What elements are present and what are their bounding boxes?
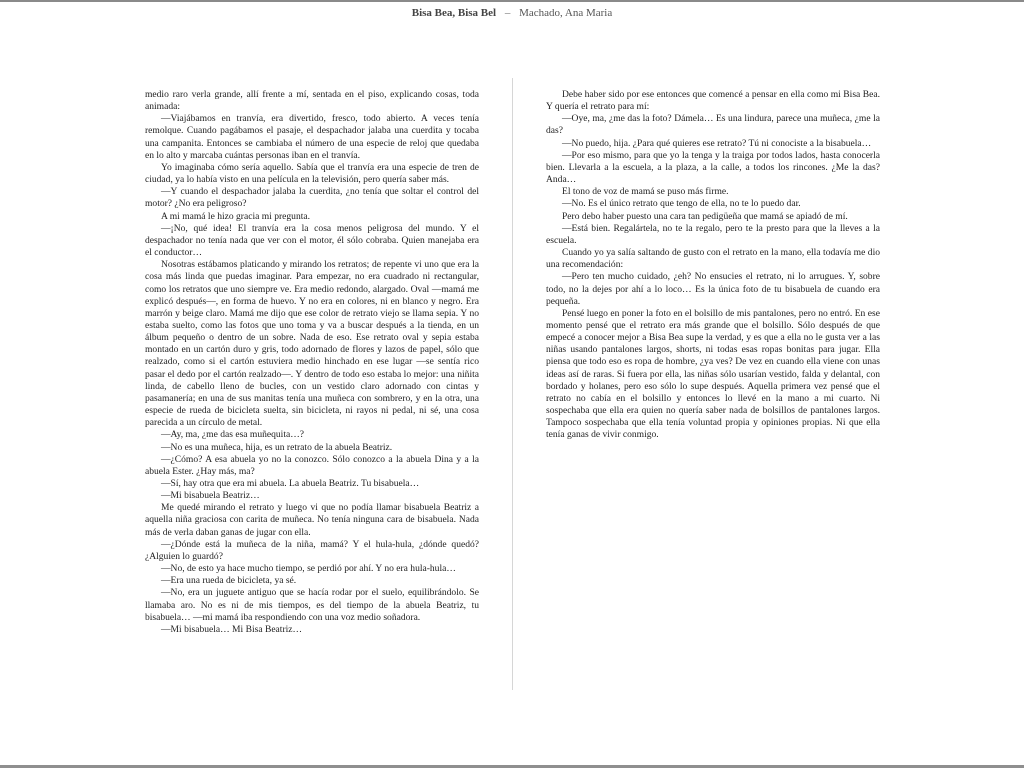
paragraph: —Sí, hay otra que era mi abuela. La abuela Beatriz. Tu bisabuela…: [161, 478, 420, 489]
book-author: Machado, Ana Maria: [519, 7, 613, 19]
paragraph: Pensé luego en poner la foto en el bolsillo de mis pantalones, pero no entró. En ese momento pensé que el retrato era más grande que el bolsillo. Sólo después de que empecé a conocer mejor a Bisa Bea supe la verdad, y es que a ella no le gusta ver a las niñas usando pantalones largos, shorts, ni todas esas ropas bonitas para jugar. Ella piensa que todo eso es ropa de hombre, ¿ya ves? De vez en cuando ella viene con unas ideas así de raras. Si fuera por ella, las niñas sólo usarían vestido, falda y delantal, con bordado y holanes, pero eso sólo lo supe después. Aquella primera vez pensé que el retrato no cabía en el bolsillo y entonces lo llevé en la mano a mi cuarto. Ni sospechaba que ella era quien no quería saber nada de bolsillos de pantalones largos. Tampoco sospechaba que ella tenía voluntad propia y opiniones propias. Ni que ella tenía ganas de vivir conmigo.: [546, 307, 880, 441]
page-divider: [512, 78, 513, 690]
paragraph: —No. Es el único retrato que tengo de ella, no te lo puedo dar.: [562, 198, 801, 210]
paragraph: —Mi bisabuela Beatriz…: [161, 490, 260, 502]
paragraph: —No puedo, hija. ¿Para qué quieres ese retrato? Tú ni conociste a la bisabuela…: [562, 137, 872, 149]
paragraph: Me quedé mirando el retrato y luego vi que no podía llamar bisabuela Beatriz a aquella niña graciosa con carita de muñeca. No tenía ninguna cara de bisabuela. Nada más de verla daban ganas de jugar con ella.: [145, 502, 479, 538]
viewer-top-edge: [0, 0, 1024, 2]
book-title: Bisa Bea, Bisa Bel: [411, 7, 497, 19]
paragraph: Cuando yo ya salía saltando de gusto con el retrato en la mano, ella todavía me dio una recomendación:: [546, 247, 880, 271]
paragraph: —¿Dónde está la muñeca de la niña, mamá? Y el hula-hula, ¿dónde quedó? ¿Alguien lo guardó?: [145, 538, 479, 562]
paragraph: —No, era un juguete antiguo que se hacía rodar por el suelo, equilibrándolo. Se llamaba aro. No es ni de mis tiempos, es del tiempo de la abuela Beatriz, tu bisabuela… —mi mamá iba respondiendo con una voz medio soñadora.: [145, 587, 479, 623]
paragraph: medio raro verla grande, allí frente a mí, sentada en el piso, explicando cosas, toda animada:: [145, 89, 479, 113]
paragraph: Debe haber sido por ese entonces que comencé a pensar en ella como mi Bisa Bea. Y quería el retrato para mí:: [546, 89, 880, 113]
paragraph: Nosotras estábamos platicando y mirando los retratos; de repente vi uno que era la cosa más linda que puedas imaginar. Para empezar, no era cuadrado ni rectangular, como los retratos que uno siempre ve. Era medio redondo, alargado. Oval —mamá me explicó después—, en forma de huevo. Y no era en colores, ni en blanco y negro. Era marrón y beige claro. Mamá me dijo que ese color de retrato viejo se llama sepia. Y no estaba suelto, como las fotos que uno toma y va a buscar después a la tienda, en un álbum pequeño o dentro de un sobre. Nada de eso. Ese retrato oval y sepia estaba montado en un cartón duro y gris, todo adornado de flores y lazos de papel, sólo que realzado, como si el cartón estuviera medio hinchado en ese lugar —se sentía rico pasar el dedo por el cartón realzado—. Y dentro de todo eso estaba lo mejor: una niñita linda, de cabello lleno de bucles, con un vestido claro adornado con cintas y pasamanería; en una de sus manitas tenía una muñeca con sombrero, y en la otra, una especie de rueda de bicicleta suelta, sin bicicleta, ni rayos ni pedal, ni sé, una cosa parecida a un círculo de metal.: [145, 259, 479, 429]
paragraph: —No es una muñeca, hija, es un retrato de la abuela Beatriz.: [161, 441, 393, 453]
right-page: [546, 89, 880, 442]
paragraph: —Oye, ma, ¿me das la foto? Dámela… Es una lindura, parece una muñeca, ¿me la das?: [546, 113, 880, 137]
reader-header: [0, 7, 1024, 19]
paragraph: Pero debo haber puesto una cara tan pedigüeña que mamá se apiadó de mí.: [562, 210, 848, 222]
left-page: [145, 89, 479, 636]
paragraph: —Mi bisabuela… Mi Bisa Beatriz…: [161, 623, 303, 635]
paragraph: —¡No, qué idea! El tranvía era la cosa menos peligrosa del mundo. Y el despachador no tenía nada que ver con el motor, él sólo cobraba. Quien manejaba era el conductor…: [145, 222, 479, 259]
paragraph: Yo imaginaba cómo sería aquello. Sabía que el tranvía era una especie de tren de ciudad, ya lo había visto en una película en la televisión, pero quería saber más.: [145, 161, 479, 186]
paragraph: —No, de esto ya hace mucho tiempo, se perdió por ahí. Y no era hula-hula…: [161, 563, 456, 575]
paragraph: —Viajábamos en tranvía, era divertido, fresco, todo abierto. A veces tenía remolque. Cuando pagábamos el pasaje, el despachador jalaba una cuerdita y tocaba una campanita. Entonces se cambiaba el número de una especie de reloj que quedaba en lo alto y marcaba cuántas personas iban en el tranvía.: [145, 113, 479, 161]
paragraph: A mi mamá le hizo gracia mi pregunta.: [161, 210, 310, 222]
paragraph: —Por eso mismo, para que yo la tenga y la traiga por todos lados, hasta conocerla bien. Llevarla a la escuela, a la plaza, a la calle, a todos los rincones. ¿Me la das? Anda…: [546, 149, 880, 186]
paragraph: El tono de voz de mamá se puso más firme.: [562, 186, 729, 198]
paragraph: —Y cuando el despachador jalaba la cuerdita, ¿no tenía que soltar el control del motor? ¿No era peligroso?: [145, 186, 479, 210]
paragraph: —Ay, ma, ¿me das esa muñequita…?: [161, 429, 304, 441]
paragraph: —Era una rueda de bicicleta, ya sé.: [161, 575, 297, 587]
paragraph: —Está bien. Regalártela, no te la regalo, pero te la presto para que la lleves a la escuela.: [546, 222, 880, 246]
header-separator: –: [504, 7, 511, 19]
paragraph: —¿Cómo? A esa abuela yo no la conozco. Sólo conozco a la abuela Dina y a la abuela Ester. ¿Hay más, ma?: [145, 453, 479, 477]
paragraph: —Pero ten mucho cuidado, ¿eh? No ensucies el retrato, ni lo arrugues. Y, sobre todo, no la dejes por ahí a lo loco… Es la única foto de tu bisabuela de cuando era pequeña.: [546, 271, 880, 307]
